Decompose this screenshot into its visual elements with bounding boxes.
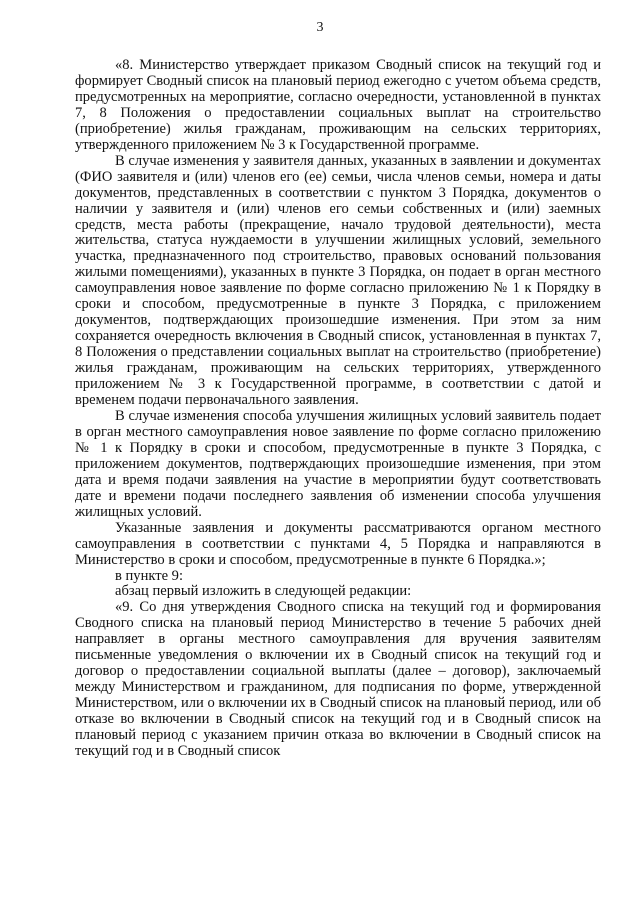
paragraph-data-change: В случае изменения у заявителя данных, указанных в заявлении и документах (ФИО заявителя и (или) членов его (ее) семьи, числа членов семьи, номера и даты документов, представленных в соответствии с пунктом 3 Порядка, документов о наличии у заявителя и (или) членов его семьи собственных и (или) заемных средств, места работы (прекращение, начало трудовой деятельности), места жительства, статуса нуждаемости в улучшении жилищных условий, земельного участка, предназначенного под строительство, правовых оснований пользования жилыми помещениями), указанных в пункте 3 Порядка, он подает в орган местного самоуправления новое заявление по форме согласно приложению № 1 к Порядку в сроки и способом, предусмотренные в пункте 3 Порядка, с приложением документов, подтверждающих произошедшие изменения. При этом за ним сохраняется очередность включения в Сводный список, установленная в пунктах 7, 8 Положения о представлении социальных выплат на строительство (приобретение) жилья гражданам, проживающим на сельских территориях, утвержденного приложением № 3 к Государственной программе, в соответствии с датой и временем подачи первоначального заявления. (75, 152, 601, 409)
paragraph-in-item-9: в пункте 9: (115, 567, 183, 584)
paragraph-item-8: «8. Министерство утверждает приказом Сводный список на текущий год и формирует Сводный список на плановый период ежегодно с учетом объема средств, предусмотренных на мероприятие, согласно очередности, установленной в пунктах 7, 8 Положения о предоставлении социальных выплат на строительство (приобретение) жилья гражданам, проживающим на сельских территориях, утвержденного приложением № 3 к Государственной программе. (75, 57, 601, 153)
paragraph-method-change: В случае изменения способа улучшения жилищных условий заявитель подает в орган местного самоуправления новое заявление по форме согласно приложению № 1 к Порядку в сроки и способом, предусмотренные в пункте 3 Порядка, с приложением документов, подтверждающих произошедшие изменения, при этом дата и время подачи заявления на участие в мероприятии будут соответствовать дате и времени подачи последнего заявления об изменении способа улучшения жилищных условий. (75, 407, 601, 520)
paragraph-first-abzac: абзац первый изложить в следующей редакции: (115, 583, 412, 600)
document-body (75, 58, 601, 760)
paragraph-review: Указанные заявления и документы рассматриваются органом местного самоуправления в соответствии с пунктами 4, 5 Порядка и направляются в Министерство в сроки и способом, предусмотренные в пункте 6 Порядка.»; (75, 519, 601, 568)
paragraph-item-9: «9. Со дня утверждения Сводного списка на текущий год и формирования Сводного списка на плановый период Министерство в течение 5 рабочих дней направляет в органы местного самоуправления для вручения заявителям письменные уведомления о включении их в Сводный список на текущий год и договор о предоставлении социальной выплаты (далее – договор), заключаемый между Министерством и гражданином, для подписания по форме, утвержденной Министерством, или о включении их в Сводный список на плановый период, или об отказе во включении в Сводный список на текущий год и в Сводный список на плановый период с указанием причин отказа во включении в Сводный список на текущий год и в Сводный список (75, 599, 601, 759)
page-number: 3 (316, 20, 324, 35)
